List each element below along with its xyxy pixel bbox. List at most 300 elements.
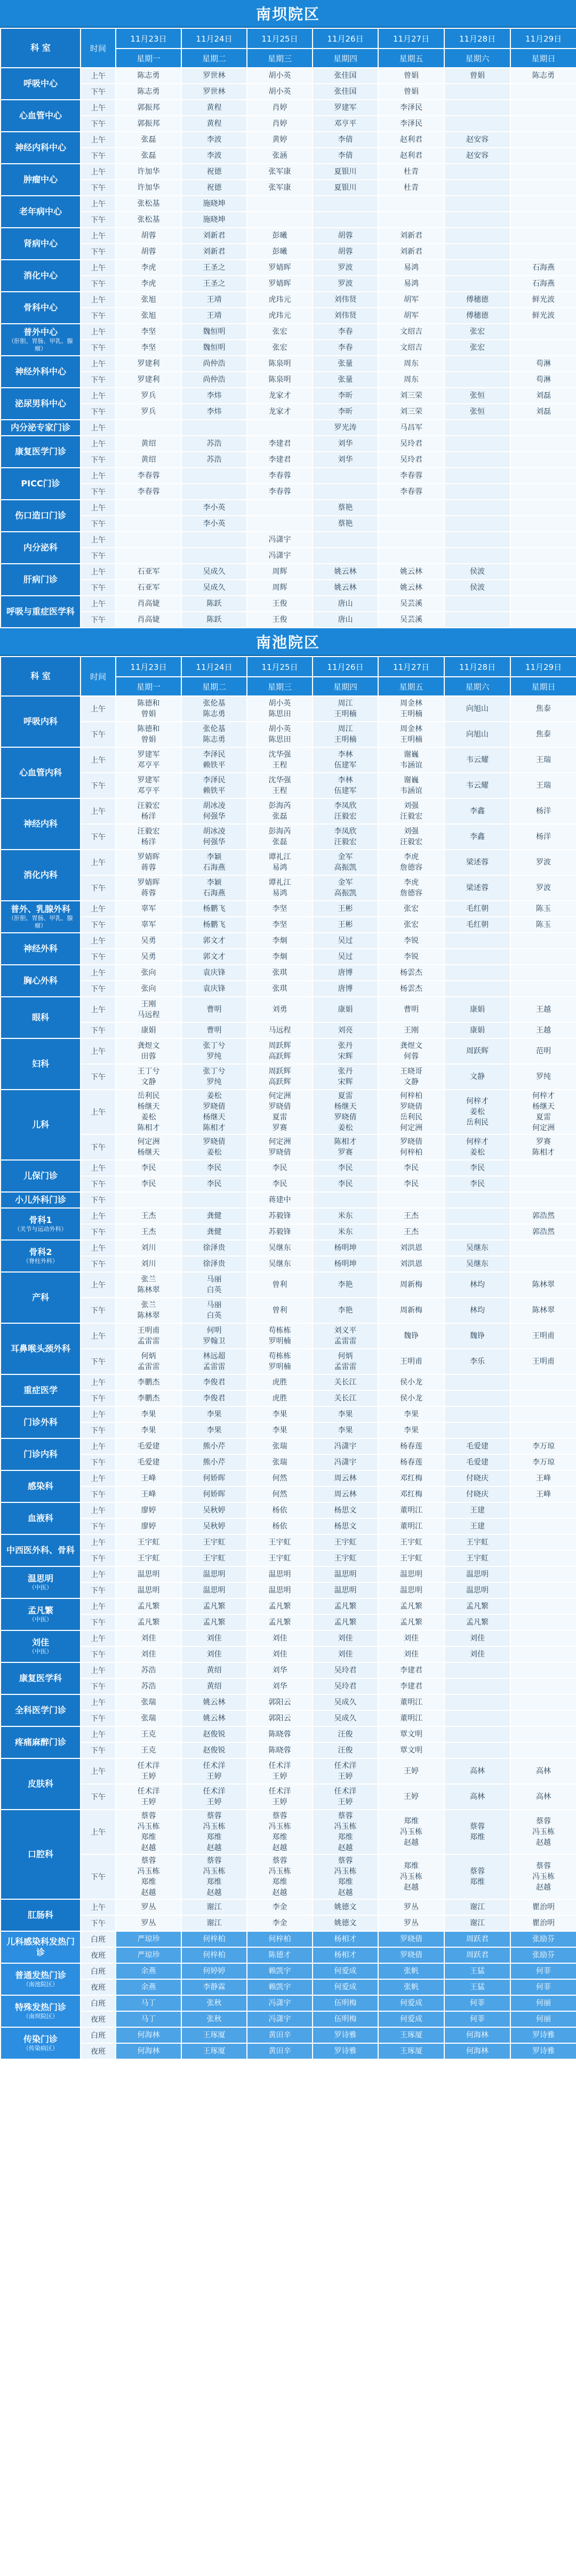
doctor-cell <box>444 532 510 548</box>
doctor-name: 何菲 <box>470 2015 485 2023</box>
doctor-cell <box>116 1502 181 1518</box>
doctor-name: 张兰 <box>141 1301 156 1309</box>
doctor-name: 罗翰卫 <box>203 1337 226 1346</box>
time-slot: 下午 <box>81 340 116 356</box>
doctor-name: 康娟 <box>338 1005 353 1014</box>
time-slot: 下午 <box>81 1176 116 1192</box>
doctor-cell <box>378 420 444 436</box>
doctor-name: 冯潇宇 <box>268 1999 291 2007</box>
doctor-name: 何明 <box>206 1326 222 1335</box>
doctor-name: 胡军 <box>404 311 419 320</box>
doctor-cell <box>181 798 247 824</box>
dept-name <box>1 388 81 420</box>
doctor-cell <box>116 1582 181 1598</box>
doctor-name: 关长江 <box>334 1378 357 1387</box>
doctor-cell <box>247 1694 313 1710</box>
weekday-header: 星期四 <box>313 49 378 68</box>
doctor-name: 王宇虹 <box>203 1554 226 1563</box>
doctor-cell <box>247 148 313 164</box>
doctor-name: 杨思文 <box>334 1522 357 1531</box>
schedule-row <box>1 2027 576 2043</box>
doctor-cell <box>181 933 247 949</box>
doctor-cell <box>247 1438 313 1454</box>
doctor-cell <box>444 933 510 949</box>
doctor-cell <box>116 1224 181 1240</box>
doctor-cell <box>116 1742 181 1758</box>
doctor-cell <box>247 1022 313 1038</box>
doctor-cell <box>247 1854 313 1899</box>
doctor-name: 覃文明 <box>400 1746 422 1755</box>
doctor-cell <box>181 1810 247 1854</box>
schedule-row <box>1 292 576 308</box>
doctor-name: 韦涵谊 <box>400 761 422 770</box>
schedule-row <box>1 1915 576 1931</box>
doctor-cell <box>181 1224 247 1240</box>
doctor-cell <box>313 1694 378 1710</box>
doctor-cell <box>313 452 378 468</box>
doctor-cell <box>378 1438 444 1454</box>
time-slot: 下午 <box>81 1582 116 1598</box>
doctor-name: 罗晓倩 <box>268 1148 291 1157</box>
doctor-cell <box>181 2027 247 2043</box>
doctor-name: 康娟 <box>470 1026 485 1035</box>
doctor-cell <box>247 1810 313 1854</box>
doctor-cell <box>444 548 510 564</box>
doctor-cell <box>116 276 181 292</box>
doctor-cell <box>510 1272 576 1298</box>
doctor-cell <box>181 1646 247 1662</box>
doctor-name: 苟栋栋 <box>268 1352 291 1361</box>
doctor-cell <box>247 1090 313 1134</box>
dept-label: 门诊内科 <box>23 1449 58 1459</box>
doctor-name: 肖高婕 <box>137 599 160 608</box>
doctor-name: 罗丛 <box>404 1903 419 1911</box>
doctor-cell <box>313 1726 378 1742</box>
doctor-cell <box>444 901 510 917</box>
doctor-name: 岳利民 <box>400 1113 422 1122</box>
date-header: 11月29日 <box>510 657 576 677</box>
doctor-cell <box>313 324 378 340</box>
doctor-cell <box>116 1323 181 1349</box>
doctor-cell <box>181 1947 247 1963</box>
doctor-name: 何海林 <box>137 2031 160 2039</box>
doctor-name: 余燕 <box>141 1983 156 1991</box>
doctor-cell <box>510 116 576 132</box>
doctor-name: 冯玉栋 <box>400 1828 422 1836</box>
dept-note: （南池院区） <box>23 1981 58 1988</box>
doctor-name: 孟凡繁 <box>400 1618 422 1627</box>
doctor-name: 向旭山 <box>466 730 489 739</box>
doctor-cell <box>378 388 444 404</box>
schedule-row <box>1 1810 576 1854</box>
doctor-name: 邓亨平 <box>137 761 160 770</box>
doctor-name: 岳利民 <box>466 1118 489 1127</box>
time-slot: 下午 <box>81 1486 116 1502</box>
doctor-cell <box>510 949 576 965</box>
time-slot: 下午 <box>81 722 116 747</box>
dept-label: 温思明 <box>27 1573 53 1584</box>
doctor-name: 胡小英 <box>268 87 291 96</box>
doctor-name: 刘佳 <box>470 1650 485 1659</box>
doctor-name: 徐泽贵 <box>203 1260 226 1268</box>
doctor-cell <box>181 1566 247 1582</box>
doctor-name: 赖铁平 <box>203 761 226 770</box>
doctor-cell <box>116 965 181 981</box>
doctor-name: 赵越 <box>141 1889 156 1897</box>
doctor-name: 罗晓倩 <box>400 1138 422 1146</box>
dept-label: 康复医学门诊 <box>14 446 66 457</box>
doctor-name: 王宇虹 <box>334 1554 357 1563</box>
schedule-row <box>1 981 576 997</box>
doctor-cell <box>444 132 510 148</box>
doctor-cell <box>510 1678 576 1694</box>
doctor-name: 肖婷 <box>272 119 287 128</box>
doctor-cell <box>510 1947 576 1963</box>
doctor-name: 王婷 <box>206 1772 222 1781</box>
doctor-cell <box>313 1630 378 1646</box>
dept-label: 胸心外科 <box>23 975 58 986</box>
dept-name <box>1 1963 81 1995</box>
doctor-name: 罗世林 <box>203 71 226 80</box>
doctor-name: 张丹 <box>338 1067 353 1076</box>
doctor-name: 高林 <box>470 1767 485 1775</box>
time-slot: 下午 <box>81 1454 116 1470</box>
doctor-cell <box>116 1694 181 1710</box>
time-slot: 下午 <box>81 1224 116 1240</box>
doctor-name: 李艳 <box>338 1306 353 1315</box>
doctor-name: 汪毅宏 <box>137 802 160 810</box>
doctor-cell <box>510 1550 576 1566</box>
schedule-row <box>1 1963 576 1979</box>
schedule-row <box>1 1486 576 1502</box>
doctor-cell <box>444 1134 510 1160</box>
dept-name <box>1 1502 81 1534</box>
doctor-cell <box>116 981 181 997</box>
doctor-name: 王明甫 <box>532 1332 555 1340</box>
doctor-cell <box>181 1784 247 1810</box>
doctor-name: 胡军 <box>404 295 419 304</box>
doctor-name: 王杰 <box>404 1228 419 1236</box>
doctor-name: 苟淋 <box>536 359 551 368</box>
doctor-cell <box>378 148 444 164</box>
doctor-cell <box>247 1598 313 1614</box>
doctor-cell <box>116 404 181 420</box>
doctor-cell <box>247 388 313 404</box>
doctor-name: 曾娟 <box>404 71 419 80</box>
schedule-row <box>1 1470 576 1486</box>
doctor-name: 李泽民 <box>400 103 422 112</box>
doctor-cell <box>378 917 444 933</box>
doctor-cell <box>116 997 181 1022</box>
doctor-cell <box>378 324 444 340</box>
doctor-cell <box>510 722 576 747</box>
doctor-cell <box>378 340 444 356</box>
doctor-name: 刘三荣 <box>400 391 422 400</box>
doctor-name: 尚仲浩 <box>203 375 226 384</box>
doctor-name: 文静 <box>141 1078 156 1086</box>
doctor-name: 任术洋 <box>334 1787 357 1796</box>
doctor-cell <box>444 1374 510 1390</box>
doctor-name: 鲜光波 <box>532 295 555 304</box>
doctor-cell <box>378 1256 444 1272</box>
doctor-cell <box>313 1582 378 1598</box>
dept-label: 普外、乳腺外科 <box>10 904 70 915</box>
doctor-name: 虎玮元 <box>268 311 291 320</box>
doctor-cell <box>181 1931 247 1947</box>
schedule-row <box>1 933 576 949</box>
doctor-cell <box>116 132 181 148</box>
dept-label: 骨科2 <box>29 1247 52 1258</box>
doctor-cell <box>181 997 247 1022</box>
doctor-name: 杨春莲 <box>400 1442 422 1451</box>
schedule-row <box>1 1349 576 1374</box>
doctor-cell <box>444 2043 510 2059</box>
doctor-name: 蔡蓉 <box>272 1857 287 1865</box>
doctor-name: 郑维 <box>206 1878 222 1886</box>
doctor-name: 李金 <box>272 1903 287 1911</box>
doctor-cell <box>181 1710 247 1726</box>
doctor-cell <box>510 1192 576 1208</box>
doctor-name: 任术洋 <box>203 1762 226 1770</box>
doctor-name: 董明江 <box>400 1506 422 1515</box>
doctor-name: 郑维 <box>470 1878 485 1886</box>
doctor-cell <box>181 1502 247 1518</box>
doctor-name: 孟雷雷 <box>334 1363 357 1371</box>
doctor-name: 李鑫 <box>470 807 485 815</box>
schedule-row <box>1 180 576 196</box>
doctor-name: 周金林 <box>400 699 422 708</box>
time-slot: 上午 <box>81 436 116 452</box>
doctor-cell <box>116 100 181 116</box>
doctor-name: 詹德容 <box>400 863 422 872</box>
time-slot: 上午 <box>81 356 116 372</box>
dept-name <box>1 933 81 965</box>
doctor-name: 梁述蓉 <box>466 884 489 892</box>
schedule-row <box>1 1256 576 1272</box>
schedule-row <box>1 340 576 356</box>
doctor-name: 余燕 <box>141 1967 156 1975</box>
doctor-name: 王峰 <box>536 1490 551 1499</box>
doctor-cell <box>181 747 247 773</box>
doctor-cell <box>116 933 181 949</box>
doctor-name: 罗世林 <box>203 87 226 96</box>
weekday-header: 星期日 <box>510 49 576 68</box>
doctor-cell <box>247 356 313 372</box>
doctor-name: 周辉 <box>272 583 287 592</box>
doctor-name: 汪毅宏 <box>334 812 357 821</box>
doctor-cell <box>181 1486 247 1502</box>
doctor-name: 周云林 <box>334 1490 357 1499</box>
doctor-name: 杨鹏飞 <box>203 921 226 929</box>
doctor-name: 刘佳 <box>141 1650 156 1659</box>
doctor-cell <box>247 1726 313 1742</box>
doctor-name: 陈林翠 <box>137 1311 160 1320</box>
doctor-name: 姚德文 <box>334 1919 357 1927</box>
doctor-cell <box>116 1534 181 1550</box>
doctor-name: 曾娟 <box>404 87 419 96</box>
doctor-cell <box>378 1726 444 1742</box>
doctor-cell <box>313 1160 378 1176</box>
doctor-name: 周东 <box>404 359 419 368</box>
doctor-name: 罗明楠 <box>268 1337 291 1346</box>
doctor-name: 王建 <box>470 1506 485 1515</box>
doctor-name: 石海燕 <box>203 889 226 898</box>
doctor-cell <box>510 1742 576 1758</box>
doctor-name: 魏铮 <box>404 1332 419 1340</box>
doctor-name: 唐山 <box>338 615 353 624</box>
doctor-name: 张兰 <box>141 1275 156 1284</box>
doctor-cell <box>510 356 576 372</box>
doctor-cell <box>313 164 378 180</box>
doctor-name: 陈泉明 <box>268 375 291 384</box>
doctor-cell <box>181 228 247 244</box>
schedule-row <box>1 1374 576 1390</box>
doctor-cell <box>378 1979 444 1995</box>
doctor-cell <box>247 1710 313 1726</box>
doctor-cell <box>181 452 247 468</box>
time-slot: 下午 <box>81 1550 116 1566</box>
doctor-name: 何定洲 <box>268 1138 291 1146</box>
time-slot: 下午 <box>81 1422 116 1438</box>
doctor-name: 孟凡繁 <box>334 1618 357 1627</box>
doctor-cell <box>378 798 444 824</box>
doctor-name: 王程 <box>272 761 287 770</box>
doctor-cell <box>510 164 576 180</box>
doctor-cell <box>181 1630 247 1646</box>
doctor-name: 刘洪恩 <box>400 1260 422 1268</box>
schedule-row <box>1 1090 576 1134</box>
doctor-cell <box>247 1518 313 1534</box>
doctor-cell <box>378 1931 444 1947</box>
doctor-name: 李虎 <box>404 853 419 861</box>
doctor-cell <box>510 2027 576 2043</box>
doctor-name: 文绍吉 <box>400 327 422 336</box>
doctor-name: 李凤欣 <box>334 827 357 836</box>
doctor-name: 郑维 <box>272 1878 287 1886</box>
doctor-cell <box>313 1947 378 1963</box>
doctor-cell <box>378 276 444 292</box>
time-slot: 下午 <box>81 116 116 132</box>
doctor-cell <box>116 1899 181 1915</box>
doctor-cell <box>444 1256 510 1272</box>
doctor-cell <box>116 292 181 308</box>
doctor-name: 魏铮 <box>470 1332 485 1340</box>
doctor-cell <box>247 824 313 850</box>
doctor-name: 林远超 <box>203 1352 226 1361</box>
doctor-name: 周跃辉 <box>268 1042 291 1050</box>
doctor-name: 王克 <box>141 1746 156 1755</box>
doctor-name: 夏雷 <box>272 1113 287 1122</box>
doctor-name: 刘磊 <box>536 407 551 416</box>
doctor-cell <box>247 1947 313 1963</box>
doctor-name: 马远程 <box>137 1011 160 1019</box>
dept-name <box>1 2027 81 2059</box>
doctor-name: 蔡蓉 <box>206 1857 222 1865</box>
doctor-cell <box>116 917 181 933</box>
doctor-cell <box>181 1134 247 1160</box>
doctor-cell <box>181 356 247 372</box>
doctor-name: 李鹏杰 <box>137 1378 160 1387</box>
doctor-cell <box>116 532 181 548</box>
doctor-cell <box>247 372 313 388</box>
doctor-cell <box>181 1406 247 1422</box>
doctor-cell <box>510 1454 576 1470</box>
doctor-name: 曹明 <box>206 1005 222 1014</box>
doctor-cell <box>116 1947 181 1963</box>
doctor-cell <box>378 164 444 180</box>
doctor-cell <box>378 452 444 468</box>
doctor-name: 罗丛 <box>404 1919 419 1927</box>
dept-label: 眼科 <box>31 1012 49 1022</box>
time-slot: 白班 <box>81 1963 116 1979</box>
doctor-cell <box>510 420 576 436</box>
doctor-cell <box>181 1550 247 1566</box>
doctor-cell <box>247 1758 313 1784</box>
time-slot: 上午 <box>81 1534 116 1550</box>
doctor-cell <box>181 1064 247 1090</box>
doctor-name: 温思明 <box>203 1586 226 1595</box>
doctor-name: 瞿治明 <box>532 1919 555 1927</box>
doctor-name: 王圣之 <box>203 279 226 288</box>
doctor-cell <box>181 436 247 452</box>
doctor-name: 刘佳 <box>404 1650 419 1659</box>
doctor-name: 李乐 <box>470 1357 485 1366</box>
doctor-cell <box>444 1979 510 1995</box>
doctor-cell <box>181 260 247 276</box>
doctor-cell <box>510 1646 576 1662</box>
dept-name <box>1 1566 81 1598</box>
doctor-name: 张军康 <box>268 167 291 176</box>
doctor-cell <box>378 1854 444 1899</box>
schedule-row <box>1 116 576 132</box>
dept-name <box>1 164 81 196</box>
doctor-name: 陈玉 <box>536 921 551 929</box>
weekday-header: 星期三 <box>247 49 313 68</box>
doctor-name: 肖婷 <box>272 103 287 112</box>
doctor-name: 罗建利 <box>137 375 160 384</box>
doctor-cell <box>313 388 378 404</box>
schedule-row <box>1 1899 576 1915</box>
doctor-name: 蔡蓉 <box>141 1857 156 1865</box>
doctor-cell <box>313 1240 378 1256</box>
doctor-cell <box>444 228 510 244</box>
doctor-name: 张恒 <box>470 407 485 416</box>
doctor-name: 黄田辛 <box>268 2031 291 2039</box>
doctor-name: 谢巍 <box>404 776 419 785</box>
dept-name <box>1 1995 81 2027</box>
doctor-name: 张励芬 <box>532 1935 555 1943</box>
doctor-name: 董明江 <box>400 1522 422 1531</box>
doctor-cell <box>510 798 576 824</box>
doctor-cell <box>313 1192 378 1208</box>
doctor-name: 张宏 <box>470 343 485 352</box>
doctor-cell <box>247 1240 313 1256</box>
doctor-cell <box>378 933 444 949</box>
section-title: 南池院区 <box>0 628 576 656</box>
time-slot: 上午 <box>81 933 116 949</box>
doctor-cell <box>444 1854 510 1899</box>
doctor-name: 冯玉栋 <box>137 1822 160 1831</box>
doctor-name: 谢江 <box>206 1903 222 1911</box>
doctor-name: 李民 <box>206 1164 222 1172</box>
time-slot: 上午 <box>81 260 116 276</box>
doctor-name: 杨依 <box>272 1522 287 1531</box>
doctor-cell <box>247 2027 313 2043</box>
doctor-cell <box>444 917 510 933</box>
doctor-name: 赵越 <box>206 1844 222 1852</box>
doctor-cell <box>181 2043 247 2059</box>
doctor-name: 陈志勇 <box>137 87 160 96</box>
